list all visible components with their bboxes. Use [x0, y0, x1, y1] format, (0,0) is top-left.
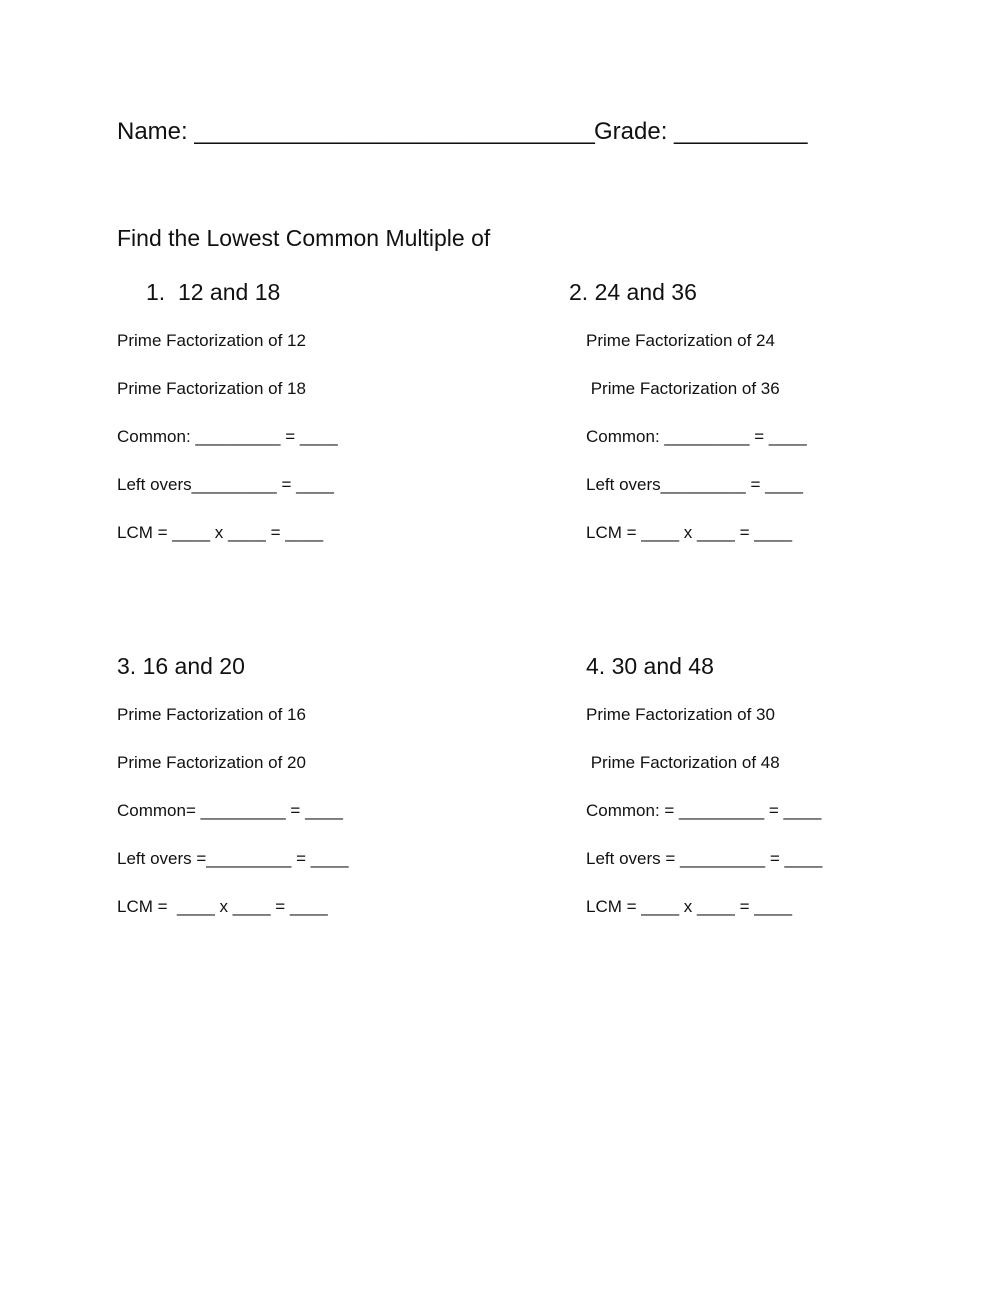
- common-line: Common= _________ = ____: [117, 801, 343, 820]
- problem-title: 2. 24 and 36: [569, 279, 697, 305]
- prime-factorization-line: Prime Factorization of 18: [117, 379, 306, 398]
- lcm-line: LCM = ____ x ____ = ____: [586, 523, 793, 542]
- left-overs-line: Left overs_________ = ____: [586, 475, 803, 494]
- prime-factorization-line: Prime Factorization of 36: [586, 379, 780, 398]
- prime-factorization-line: Prime Factorization of 20: [117, 753, 306, 772]
- prime-factorization-line: Prime Factorization of 30: [586, 705, 775, 724]
- lcm-line: LCM = ____ x ____ = ____: [117, 523, 324, 542]
- lcm-line: LCM = ____ x ____ = ____: [117, 897, 328, 916]
- prime-factorization-line: Prime Factorization of 12: [117, 331, 306, 350]
- prime-factorization-line: Prime Factorization of 24: [586, 331, 775, 350]
- prime-factorization-line: Prime Factorization of 16: [117, 705, 306, 724]
- name-field-label: Name: ______________________________: [117, 118, 595, 145]
- common-line: Common: = _________ = ____: [586, 801, 822, 820]
- common-line: Common: _________ = ____: [117, 427, 338, 446]
- instruction-text: Find the Lowest Common Multiple of: [117, 225, 491, 251]
- common-line: Common: _________ = ____: [586, 427, 807, 446]
- prime-factorization-line: Prime Factorization of 48: [586, 753, 780, 772]
- lcm-line: LCM = ____ x ____ = ____: [586, 897, 793, 916]
- left-overs-line: Left overs =_________ = ____: [117, 849, 349, 868]
- left-overs-line: Left overs_________ = ____: [117, 475, 334, 494]
- problem-title: 1. 12 and 18: [146, 279, 281, 305]
- problem-title: 3. 16 and 20: [117, 653, 245, 679]
- grade-field-label: Grade: __________: [594, 118, 808, 145]
- problem-title: 4. 30 and 48: [586, 653, 714, 679]
- left-overs-line: Left overs = _________ = ____: [586, 849, 823, 868]
